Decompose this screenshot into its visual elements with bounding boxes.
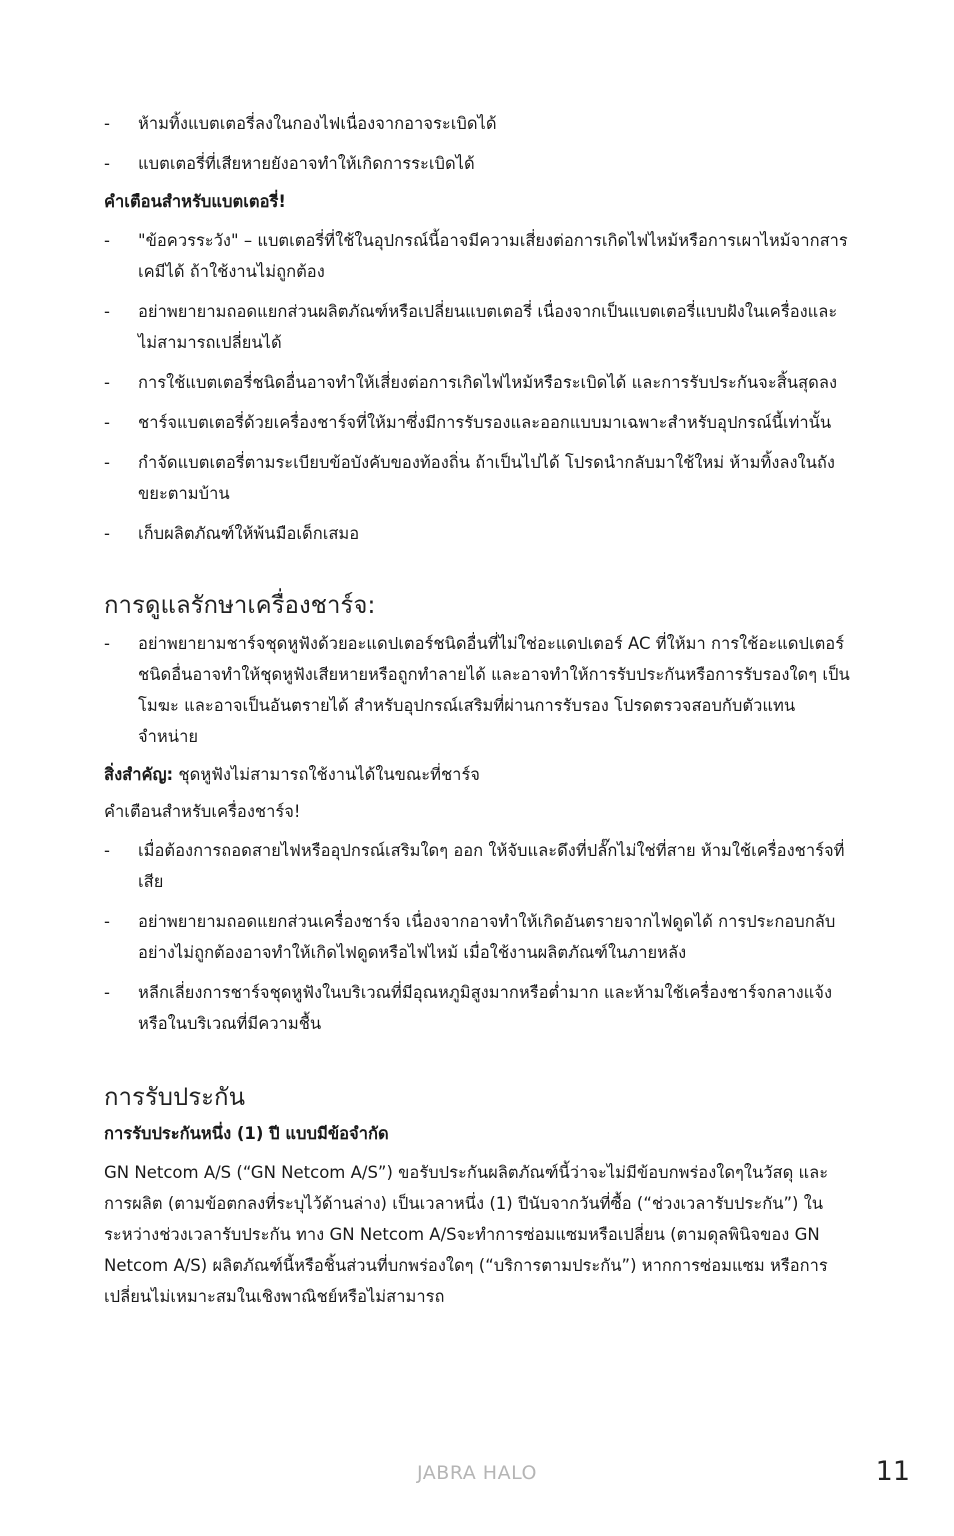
charger-warning-list: [104, 835, 854, 1039]
charger-care-list: [104, 628, 854, 752]
warranty-body: GN Netcom A/S (“GN Netcom A/S”) ขอรับประกันผลิตภัณฑ์นี้ว่าจะไม่มีข้อบกพร่องใดๆในวัสดุ และการผลิต (ตามข้อตกลงที่ระบุไว้ด้านล่าง) เป็นเวลาหนึ่ง (1) ปีนับจากวันที่ซื้อ (“ช่วงเวลารับประกัน”) ในระหว่างช่วงเวลารับประกัน ทาง GN Netcom A/Sจะทำการซ่อมแซมหรือเปลี่ยน (ตามดุลพินิจของ GN Netcom A/S) ผลิตภัณฑ์นี้หรือชิ้นส่วนที่บกพร่องใดๆ (“บริการตามประกัน”) หากการซ่อมแซม หรือการเปลี่ยนไม่เหมาะสมในเชิงพาณิชย์หรือไม่สามารถ: [104, 1163, 829, 1306]
charger-warning-heading: คำเตือนสำหรับเครื่องชาร์จ!: [104, 802, 301, 821]
list-item: - กำจัดแบตเตอรี่ตามระเบียบข้อบังคับของท้องถิ่น ถ้าเป็นไปได้ โปรดนำกลับมาใช้ใหม่ ห้ามทิ้งลงในถังขยะตามบ้าน: [104, 447, 854, 509]
page-number: 11: [875, 1456, 910, 1487]
important-text: ชุดหูฟังไม่สามารถใช้งานได้ในขณะที่ชาร์จ: [173, 765, 480, 784]
warranty-subheading: การรับประกันหนึ่ง (1) ปี แบบมีข้อจำกัด: [104, 1124, 389, 1143]
warranty-heading: การรับประกัน: [104, 1083, 245, 1111]
list-item: - แบตเตอรี่ที่เสียหายยังอาจทำให้เกิดการระเบิดได้: [104, 148, 854, 179]
list-item: - ชาร์จแบตเตอรี่ด้วยเครื่องชาร์จที่ให้มาซึ่งมีการรับรองและออกแบบมาเฉพาะสำหรับอุปกรณ์นี้เท่านั้น: [104, 407, 854, 438]
list-item: - เมื่อต้องการถอดสายไฟหรืออุปกรณ์เสริมใดๆ ออก ให้จับและดึงที่ปลั๊กไม่ใช่ที่สาย ห้ามใช้เครื่องชาร์จที่เสีย: [104, 835, 854, 897]
important-label: สิ่งสำคัญ:: [104, 765, 174, 784]
list-item: - เก็บผลิตภัณฑ์ให้พ้นมือเด็กเสมอ: [104, 518, 854, 549]
battery-warning-list: [104, 225, 854, 549]
list-item: - อย่าพยายามถอดแยกส่วนผลิตภัณฑ์หรือเปลี่ยนแบตเตอรี่ เนื่องจากเป็นแบตเตอรี่แบบฝังในเครื่องและไม่สามารถเปลี่ยนได้: [104, 296, 854, 358]
list-item: - การใช้แบตเตอรี่ชนิดอื่นอาจทำให้เสี่ยงต่อการเกิดไฟไหม้หรือระเบิดได้ และการรับประกันจะสิ้นสุดลง: [104, 367, 854, 398]
list-item: - อย่าพยายามชาร์จชุดหูฟังด้วยอะแดปเตอร์ชนิดอื่นที่ไม่ใช่อะแดปเตอร์ AC ที่ให้มา การใช้อะแดปเตอร์ชนิดอื่นอาจทำให้ชุดหูฟังเสียหายหรือถูกทำลายได้ และอาจทำให้การรับประกันหรือการรับรองใดๆ เป็นโมฆะ และอาจเป็นอันตรายได้ สำหรับอุปกรณ์เสริมที่ผ่านการรับรอง โปรดตรวจสอบกับตัวแทนจำหน่าย: [104, 628, 854, 752]
charger-care-heading: การดูแลรักษาเครื่องชาร์จ:: [104, 591, 376, 619]
list-item: - ห้ามทิ้งแบตเตอรี่ลงในกองไฟเนื่องจากอาจระเบิดได้: [104, 108, 854, 139]
list-item: - อย่าพยายามถอดแยกส่วนเครื่องชาร์จ เนื่องจากอาจทำให้เกิดอันตรายจากไฟดูดได้ การประกอบกลับอย่างไม่ถูกต้องอาจทำให้เกิดไฟดูดหรือไฟไหม้ เมื่อใช้งานผลิตภัณฑ์ในภายหลัง: [104, 906, 854, 968]
document-page: [104, 108, 854, 1312]
list-item: - "ข้อควรระวัง" – แบตเตอรี่ที่ใช้ในอุปกรณ์นี้อาจมีความเสี่ยงต่อการเกิดไฟไหม้หรือการเผาไหม้จากสารเคมีได้ ถ้าใช้งานไม่ถูกต้อง: [104, 225, 854, 287]
important-note: [104, 761, 854, 789]
footer-brand: JABRA HALO: [417, 1462, 537, 1484]
battery-intro-list: [104, 108, 854, 179]
battery-warning-heading: คำเตือนสำหรับแบตเตอรี่!: [104, 192, 286, 211]
list-item: - หลีกเลี่ยงการชาร์จชุดหูฟังในบริเวณที่มีอุณหภูมิสูงมากหรือต่ำมาก และห้ามใช้เครื่องชาร์จกลางแจ้งหรือในบริเวณที่มีความชื้น: [104, 977, 854, 1039]
